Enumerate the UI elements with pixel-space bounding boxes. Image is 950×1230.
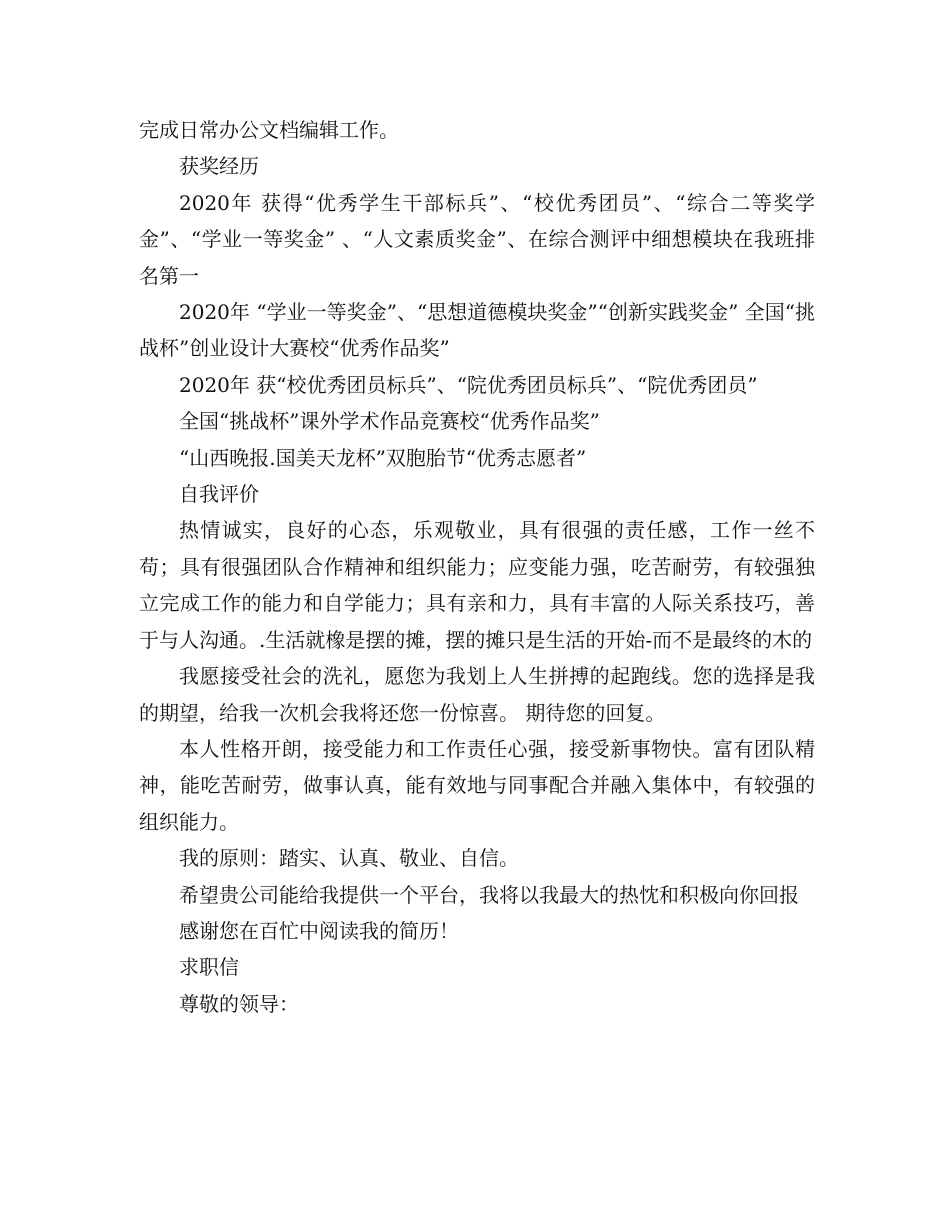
heading-cover-letter: 求职信 [179,955,239,980]
document-body [139,112,815,1022]
paragraph-continuation: 完成日常办公文档编辑工作。 [139,118,399,142]
paragraph-award-1: 2020年 获得“优秀学生干部标兵”、“校优秀团员”、“综合二等奖学金”、“学业一等奖金” 、“人文素质奖金”、在综合测评中细想模块在我班排名第一 [139,190,815,288]
paragraph-principles: 我的原则：踏实、认真、敬业、自信。 [179,846,519,871]
paragraph-self-evaluation-2: 我愿接受社会的洗礼，愿您为我划上人生拼搏的起跑线。您的选择是我的期望，给我一次机会我将还您一份惊喜。 期待您的回复。 [139,664,815,725]
paragraph-thanks: 感谢您在百忙中阅读我的简历！ [179,918,459,943]
heading-awards: 获奖经历 [179,154,259,179]
paragraph-self-evaluation-1: 热情诚实，良好的心态，乐观敬业，具有很强的责任感，工作一丝不苟；具有很强团队合作精神和组织能力；应变能力强，吃苦耐劳，有较强独立完成工作的能力和自学能力；具有亲和力，具有丰富的人际关系技巧，善于与人沟通。.生活就橡是摆的摊，摆的摊只是生活的开始-而不是最终的木的 [139,518,815,652]
paragraph-award-3: 2020年 获“校优秀团员标兵”、“院优秀团员标兵”、“院优秀团员” [179,372,758,397]
paragraph-award-4: 全国“挑战杯”课外学术作品竞赛校“优秀作品奖” [179,409,600,434]
paragraph-award-2: 2020年 “学业一等奖金”、“思想道德模块奖金”“创新实践奖金” 全国“挑战杯”创业设计大赛校“优秀作品奖” [139,300,815,361]
paragraph-salutation: 尊敬的领导： [179,991,299,1016]
paragraph-award-5: “山西晚报.国美天龙杯”双胞胎节“优秀志愿者” [179,445,587,470]
paragraph-self-evaluation-3: 本人性格开朗，接受能力和工作责任心强，接受新事物快。富有团队精神，能吃苦耐劳，做事认真，能有效地与同事配合并融入集体中，有较强的组织能力。 [139,736,815,834]
heading-self-evaluation: 自我评价 [179,482,259,507]
paragraph-hope: 希望贵公司能给我提供一个平台，我将以我最大的热忱和积极向你回报 [179,882,799,907]
